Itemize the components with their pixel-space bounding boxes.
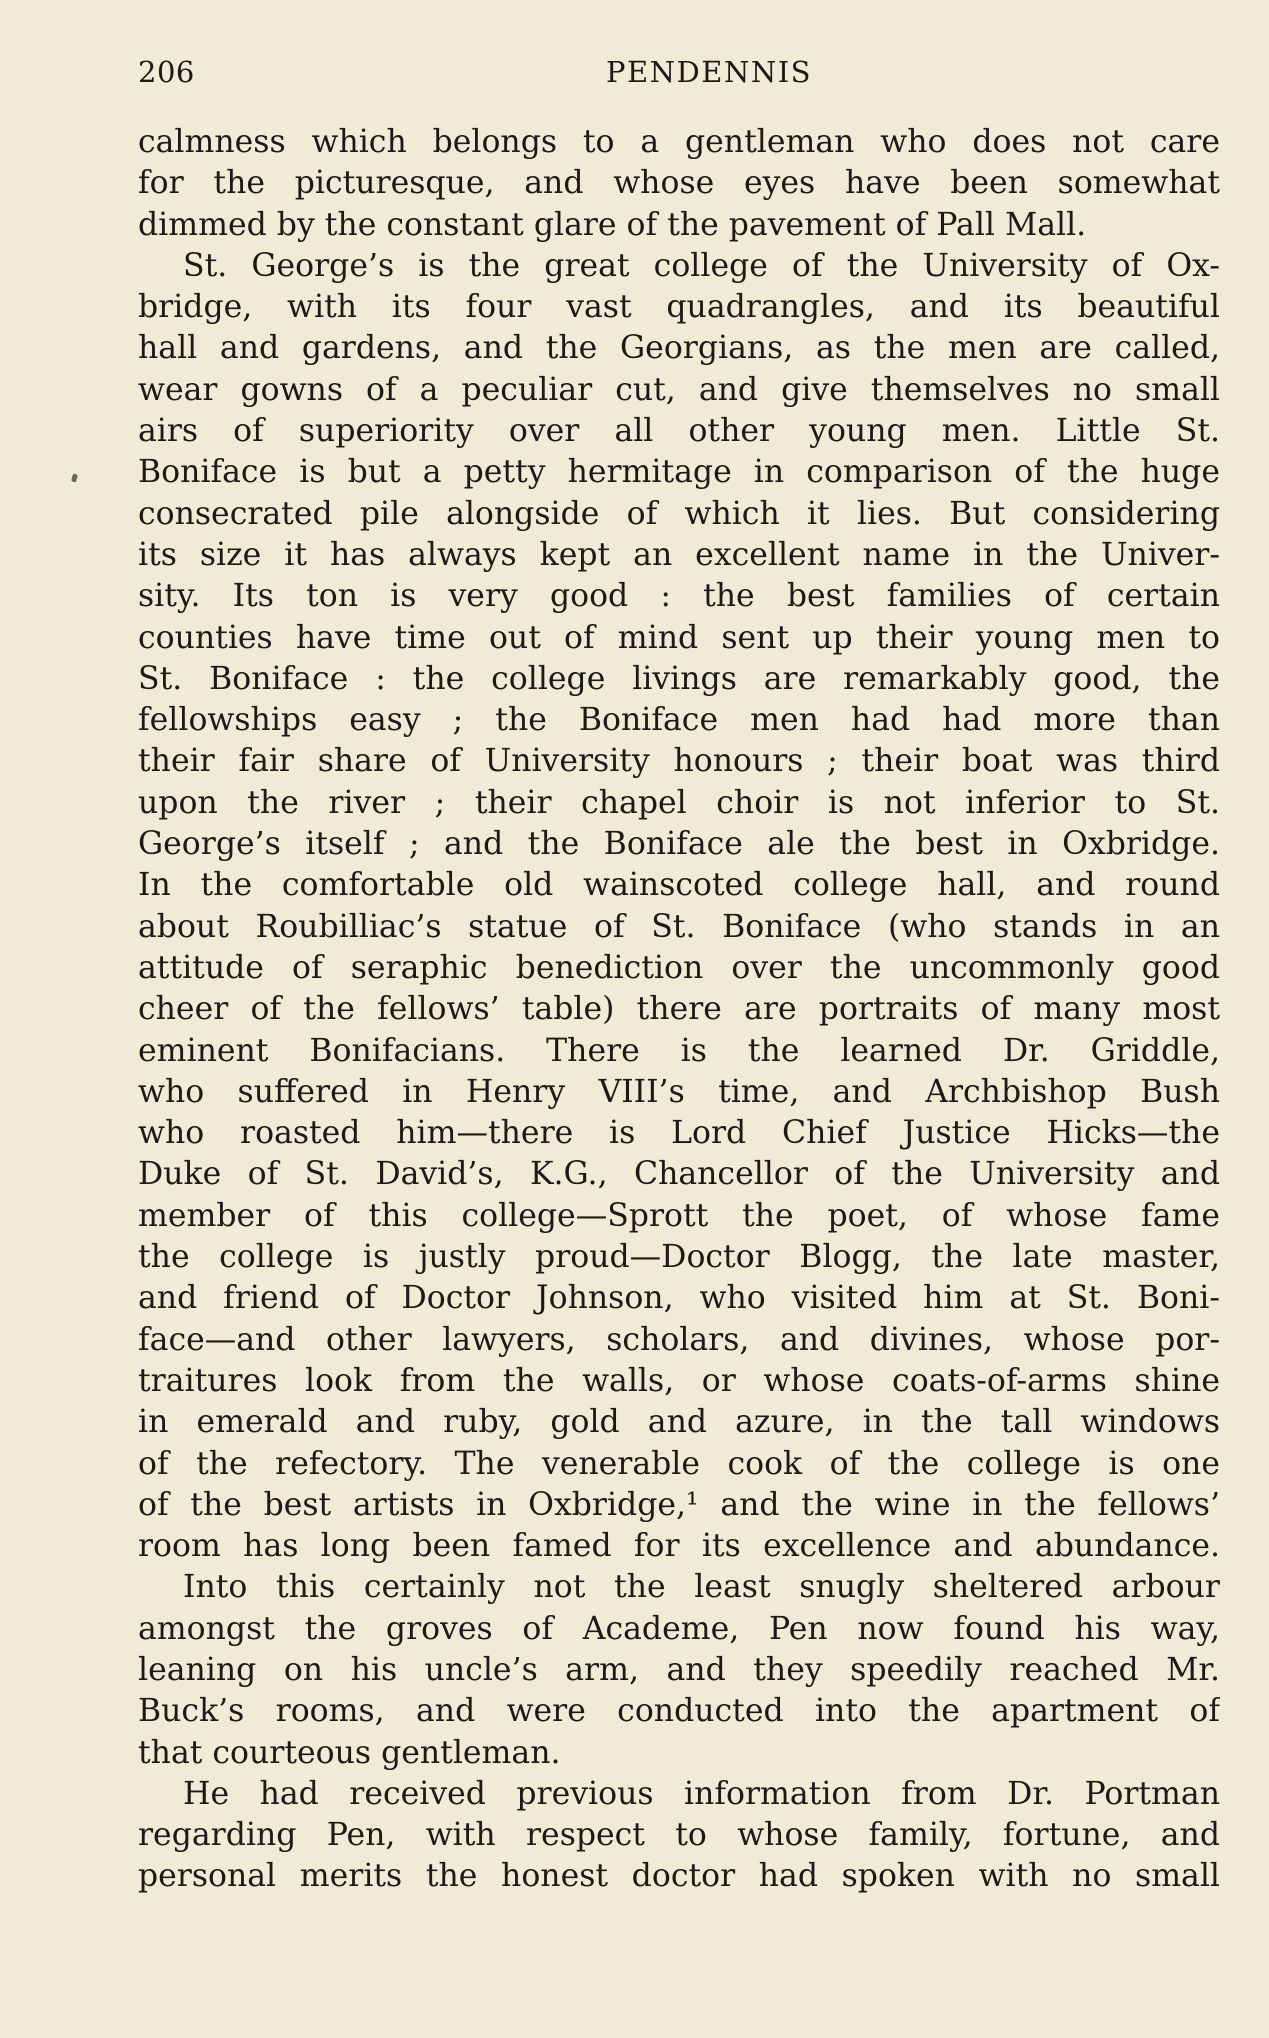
text-line: George’s itself ; and the Boniface ale the best in Oxbridge.: [138, 826, 1220, 863]
running-head: [138, 50, 1220, 94]
text-line: fellowships easy ; the Boniface men had had more than: [138, 702, 1220, 739]
text-line: He had received previous information from Dr. Portman: [183, 1775, 1220, 1812]
text-line: personal merits the honest doctor had spoken with no small: [138, 1858, 1220, 1895]
text-line: who roasted him—there is Lord Chief Justice Hicks—the: [138, 1115, 1220, 1152]
text-line: Into this certainly not the least snugly sheltered arbour: [183, 1569, 1220, 1606]
text-line: cheer of the fellows’ table) there are portraits of many most: [138, 991, 1220, 1028]
text-line: member of this college—Sprott the poet, of whose fame: [138, 1197, 1220, 1234]
text-line: leaning on his uncle’s arm, and they speedily reached Mr.: [138, 1651, 1220, 1688]
text-line: regarding Pen, with respect to whose family, fortune, and: [138, 1817, 1220, 1854]
text-line: In the comfortable old wainscoted college hall, and round: [138, 867, 1220, 904]
text-line: eminent Bonifacians. There is the learned Dr. Griddle,: [138, 1032, 1220, 1069]
text-line: of the refectory. The venerable cook of the college is one: [138, 1445, 1220, 1482]
text-line: calmness which belongs to a gentleman who does not care: [138, 124, 1220, 160]
text-line: about Roubilliac’s statue of St. Boniface (who stands in an: [138, 908, 1220, 945]
text-line: wear gowns of a peculiar cut, and give themselves no small: [138, 371, 1220, 408]
body-text: [138, 122, 1220, 1898]
text-line: attitude of seraphic benediction over the uncommonly good: [138, 949, 1220, 986]
text-line: who suffered in Henry VIII’s time, and Archbishop Bush: [138, 1073, 1220, 1110]
text-line: hall and gardens, and the Georgians, as the men are called,: [138, 330, 1220, 367]
text-line: Duke of St. David’s, K.G., Chancellor of the University and: [138, 1156, 1220, 1193]
text-line: bridge, with its four vast quadrangles, and its beautiful: [138, 289, 1220, 326]
text-line: airs of superiority over all other young men. Little St.: [138, 413, 1220, 450]
text-line: room has long been famed for its excellence and abundance.: [138, 1528, 1220, 1565]
text-line: upon the river ; their chapel choir is not inferior to St.: [138, 784, 1220, 821]
text-line: of the best artists in Oxbridge,¹ and the wine in the fellows’: [138, 1486, 1220, 1523]
text-line: and friend of Doctor Johnson, who visited him at St. Boni-: [138, 1280, 1220, 1317]
text-line: traitures look from the walls, or whose coats-of-arms shine: [138, 1362, 1220, 1399]
running-title: PENDENNIS: [605, 55, 813, 89]
text-line: face—and other lawyers, scholars, and divines, whose por-: [138, 1321, 1220, 1358]
text-line: their fair share of University honours ; their boat was third: [138, 743, 1220, 780]
text-line: for the picturesque, and whose eyes have been somewhat: [138, 165, 1220, 202]
text-line: that courteous gentleman.: [138, 1734, 561, 1771]
text-line: its size it has always kept an excellent name in the Univer-: [138, 536, 1220, 573]
text-line: St. Boniface : the college livings are remarkably good, the: [138, 660, 1220, 697]
text-line: consecrated pile alongside of which it lies. But considering: [138, 495, 1220, 532]
text-line: amongst the groves of Academe, Pen now found his way,: [138, 1610, 1220, 1647]
text-line: the college is justly proud—Doctor Blogg, the late master,: [138, 1239, 1220, 1276]
text-line: in emerald and ruby, gold and azure, in the tall windows: [138, 1404, 1220, 1441]
text-line: dimmed by the constant glare of the pavement of Pall Mall.: [138, 206, 1087, 243]
page-number: 206: [138, 55, 195, 89]
text-line: sity. Its ton is very good : the best families of certain: [138, 578, 1220, 615]
margin-mark: [71, 473, 78, 482]
text-line: counties have time out of mind sent up their young men to: [138, 619, 1220, 656]
text-line: Buck’s rooms, and were conducted into the apartment of: [138, 1693, 1220, 1730]
text-line: Boniface is but a petty hermitage in comparison of the huge: [138, 454, 1220, 491]
text-line: St. George’s is the great college of the University of Ox-: [183, 247, 1220, 284]
